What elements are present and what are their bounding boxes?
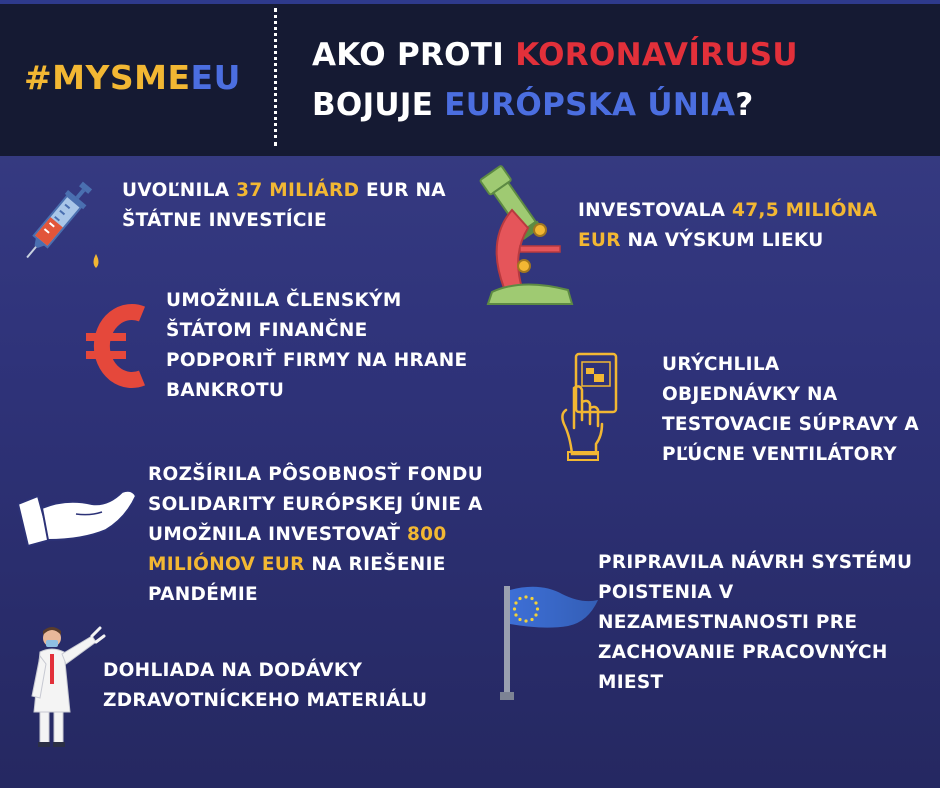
item-text: UMOŽNILA INVESTOVAŤ	[148, 524, 407, 545]
item-text: UVOĽNILA	[122, 180, 237, 201]
item-text: INVESTOVALA	[578, 200, 733, 221]
item-text: PODPORIŤ FIRMY NA HRANE	[166, 350, 468, 371]
item-highlight: 37 MILIÁRD	[236, 180, 360, 201]
item-text: SOLIDARITY EURÓPSKEJ ÚNIE A	[148, 494, 483, 515]
item-text: TESTOVACIE SÚPRAVY A	[662, 414, 920, 435]
item-text: UMOŽNILA ČLENSKÝM	[166, 290, 402, 311]
item-investicie	[122, 176, 446, 236]
item-text: NA RIEŠENIE	[304, 554, 446, 575]
item-firmy	[166, 286, 467, 406]
item-text: OBJEDNÁVKY NA	[662, 384, 838, 405]
hashtag-logo	[24, 58, 241, 97]
header-top-line	[0, 0, 940, 4]
title-highlight-red: KORONAVÍRUSU	[515, 37, 798, 73]
item-text: ŠTÁTOM FINANČNE	[166, 320, 368, 341]
item-text: EUR NA	[359, 180, 446, 201]
item-vyskum	[578, 196, 877, 256]
item-fond	[148, 460, 483, 610]
item-text: PRIPRAVILA NÁVRH SYSTÉMU	[598, 552, 913, 573]
touchscreen-hand-icon	[556, 352, 620, 462]
doctor-icon	[26, 624, 106, 754]
item-highlight: 800	[406, 524, 447, 545]
item-text: ZDRAVOTNÍCKEHO MATERIÁLU	[103, 690, 428, 711]
item-text: BANKROTU	[166, 380, 285, 401]
item-text: URÝCHLILA	[662, 354, 780, 375]
dotted-divider	[274, 8, 277, 146]
item-text: DOHLIADA NA DODÁVKY	[103, 660, 363, 681]
title-text: AKO PROTI	[312, 37, 516, 73]
item-text: NA VÝSKUM LIEKU	[620, 230, 824, 251]
header-banner	[0, 0, 940, 156]
item-text: ROZŠÍRILA PÔSOBNOSŤ FONDU	[148, 464, 484, 485]
item-highlight: 47,5 MILIÓNA	[732, 200, 878, 221]
page-title	[312, 30, 912, 130]
item-text: POISTENIA V	[598, 582, 734, 603]
eu-flag-icon	[496, 580, 600, 704]
hashtag-eu-text: EU	[190, 58, 241, 97]
hashtag-text: #MYSME	[24, 58, 191, 97]
item-text: ŠTÁTNE INVESTÍCIE	[122, 210, 327, 231]
euro-icon	[86, 300, 148, 392]
microscope-icon	[478, 160, 578, 310]
item-highlight: MILIÓNOV EUR	[148, 554, 305, 575]
item-highlight: EUR	[578, 230, 621, 251]
item-text: MIEST	[598, 672, 664, 693]
item-material	[103, 656, 427, 716]
title-highlight-blue: EURÓPSKA ÚNIA	[444, 87, 736, 123]
item-text: NEZAMESTNANOSTI PRE	[598, 612, 858, 633]
item-poistenie	[598, 548, 912, 698]
item-text: PĽÚCNE VENTILÁTORY	[662, 444, 897, 465]
title-question-mark: ?	[735, 87, 754, 123]
open-hand-icon	[16, 486, 140, 550]
item-text: PANDÉMIE	[148, 584, 258, 605]
item-objednavky	[662, 350, 919, 470]
syringe-icon	[10, 172, 102, 274]
title-text: BOJUJE	[312, 87, 445, 123]
item-text: ZACHOVANIE PRACOVNÝCH	[598, 642, 888, 663]
